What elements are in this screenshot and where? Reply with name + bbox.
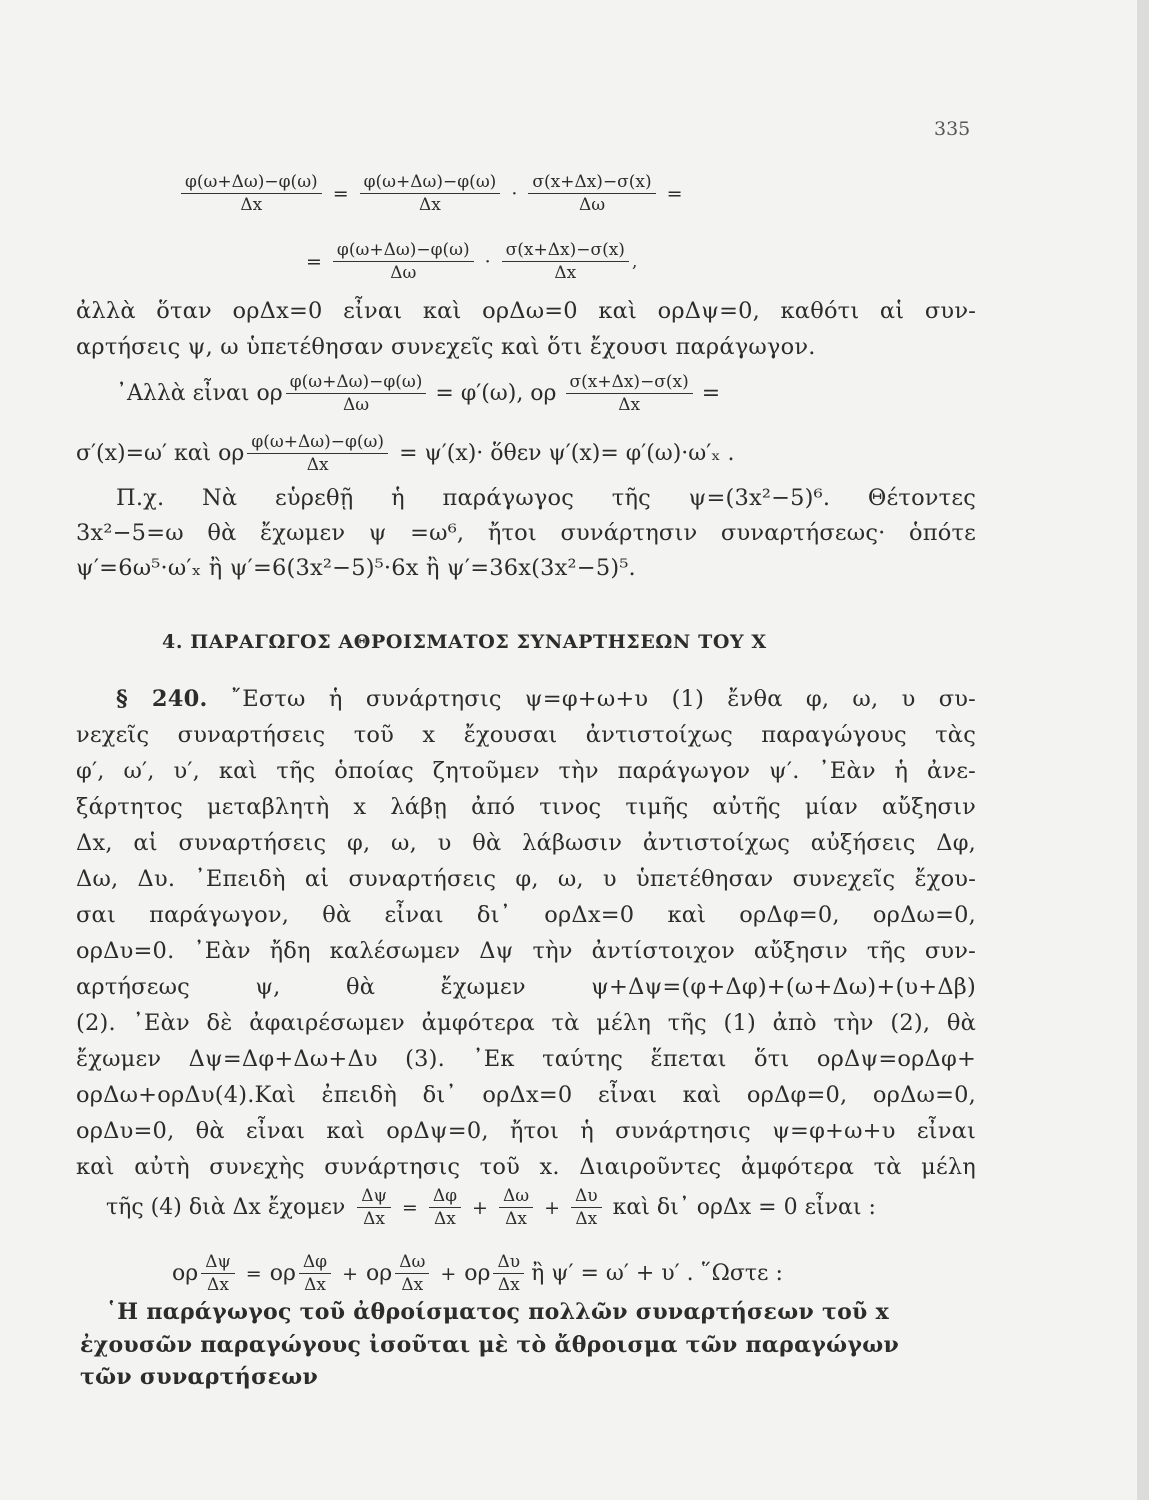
equation-6: ορ $\frac{\Delta\psi}{\Delta x}$ = ορ $\frac{\Delta\varphi}{\Delta x}$ + ορ $\frac{\Delta\omega}{\Delta x}$ + ορ $\frac{\Delta\upsilon}{\Delta x}$ ἢ ψ′ = ω′ + υ′ . ῞Ωστε : xyxy=(172,1252,783,1295)
text-line: αρτήσεως ψ, θὰ ἔχωμεν ψ+Δψ=(φ+Δφ)+(ω+Δω)+(υ+Δβ) xyxy=(76,974,976,1000)
fraction: $\frac{\varphi(\omega+\Delta\omega)-\varphi(\omega)}{\Delta\omega}$ xyxy=(286,372,427,415)
text-line: Π.χ. Νὰ εὑρεθῇ ἡ παράγωγος τῆς ψ=(3x²−5)⁶. Θέτοντες xyxy=(116,485,976,511)
fraction: $\frac{\Delta\omega}{\Delta x}$ xyxy=(499,1186,533,1229)
fraction: $\frac{\Delta\upsilon}{\Delta x}$ xyxy=(493,1252,524,1295)
fraction: $\frac{\sigma(x+\Delta x)-\sigma(x)}{\Delta x}$ xyxy=(566,372,693,415)
theorem-line: τῶν συναρτήσεων xyxy=(80,1364,319,1390)
equation-1: $\frac{\varphi(\omega+\Delta\omega)-\varphi(\omega)}{\Delta x}$ = $\frac{\varphi(\omega+\Delta\omega)-\varphi(\omega)}{\Delta x}$ · $\frac{\sigma(x+\Delta x)-\sigma(x)}{\Delta\omega}$ = xyxy=(178,172,691,215)
text-line: ορΔω+ορΔυ(4).Καὶ ἐπειδὴ δι᾿ ορΔx=0 εἶναι καὶ ορΔφ=0, ορΔω=0, xyxy=(76,1082,976,1108)
section-number: § 240. xyxy=(116,686,208,712)
text-line: ξάρτητος μεταβλητὴ x λάβῃ ἀπό τινος τιμῆς αὐτῆς μίαν αὔξησιν xyxy=(76,794,976,820)
text-line: ἔχωμεν Δψ=Δφ+Δω+Δυ (3). ᾿Εκ ταύτης ἕπεται ὅτι ορΔψ=ορΔφ+ xyxy=(76,1046,976,1072)
section-heading: 4. ΠΑΡΑΓΩΓΟΣ ΑΘΡΟΙΣΜΑΤΟΣ ΣΥΝΑΡΤΗΣΕΩΝ ΤΟΥ Χ xyxy=(162,631,767,653)
theorem-line: ἐχουσῶν παραγώγους ἰσοῦται μὲ τὸ ἄθροισμα τῶν παραγώγων xyxy=(80,1332,900,1358)
equation-2: = $\frac{\varphi(\omega+\Delta\omega)-\varphi(\omega)}{\Delta\omega}$ · $\frac{\sigma(x+\Delta x)-\sigma(x)}{\Delta x}$ , xyxy=(306,240,638,283)
text-line: καὶ αὐτὴ συνεχὴς συνάρτησις τοῦ x. Διαιροῦντες ἀμφότερα τὰ μέλη xyxy=(76,1154,976,1180)
fraction: $\frac{\Delta\psi}{\Delta x}$ xyxy=(201,1252,235,1295)
text-line: (2). ᾿Εὰν δὲ ἀφαιρέσωμεν ἀμφότερα τὰ μέλη τῆς (1) ἀπὸ τὴν (2), θὰ xyxy=(76,1010,976,1036)
equation-4: σ′(x)=ω′ καὶ ορ $\frac{\varphi(\omega+\Delta\omega)-\varphi(\omega)}{\Delta x}$ = ψ′(x)· ὅθεν ψ′(x)= φ′(ω)·ω′ₓ . xyxy=(76,432,735,475)
page-edge xyxy=(1137,0,1149,1500)
text-line: σαι παράγωγον, θὰ εἶναι δι᾿ ορΔx=0 καὶ ορΔφ=0, ορΔω=0, xyxy=(76,902,976,928)
theorem-line: ῾Η παράγωγος τοῦ ἀθροίσματος πολλῶν συναρτήσεων τοῦ x xyxy=(106,1299,889,1325)
fraction: $\frac{\varphi(\omega+\Delta\omega)-\varphi(\omega)}{\Delta x}$ xyxy=(360,172,501,215)
fraction: $\frac{\sigma(x+\Delta x)-\sigma(x)}{\Delta x}$ xyxy=(502,240,629,283)
text-line: Δω, Δυ. ᾿Επειδὴ αἱ συναρτήσεις φ, ω, υ ὑπετέθησαν συνεχεῖς ἔχου- xyxy=(76,866,976,892)
fraction: $\frac{\varphi(\omega+\Delta\omega)-\varphi(\omega)}{\Delta x}$ xyxy=(181,172,322,215)
fraction: $\frac{\Delta\varphi}{\Delta x}$ xyxy=(299,1252,331,1295)
fraction: $\frac{\varphi(\omega+\Delta\omega)-\varphi(\omega)}{\Delta\omega}$ xyxy=(333,240,474,283)
text-line: αρτήσεις ψ, ω ὑπετέθησαν συνεχεῖς καὶ ὅτι ἔχουσι παράγωγον. xyxy=(76,334,816,360)
fraction: $\frac{\Delta\omega}{\Delta x}$ xyxy=(395,1252,429,1295)
text-line: ἀλλὰ ὅταν ορΔx=0 εἶναι καὶ ορΔω=0 καὶ ορΔψ=0, καθότι αἱ συν- xyxy=(76,298,976,324)
equation-3: ᾿Αλλὰ εἶναι ορ $\frac{\varphi(\omega+\Delta\omega)-\varphi(\omega)}{\Delta\omega}$ = φ′(ω), ορ $\frac{\sigma(x+\Delta x)-\sigma(x)}{\Delta x}$ = xyxy=(116,372,721,415)
text-line: 3x²−5=ω θὰ ἔχωμεν ψ =ω⁶, ἤτοι συνάρτησιν συναρτήσεως· ὁπότε xyxy=(76,520,976,546)
equation-5: τῆς (4) διὰ Δx ἔχομεν $\frac{\Delta\psi}{\Delta x}$ = $\frac{\Delta\varphi}{\Delta x}$ + $\frac{\Delta\omega}{\Delta x}$ + $\frac{\Delta\upsilon}{\Delta x}$ καὶ δι᾿ ορΔx = 0 εἶναι : xyxy=(106,1186,876,1229)
fraction: $\frac{\sigma(x+\Delta x)-\sigma(x)}{\Delta\omega}$ xyxy=(528,172,655,215)
fraction: $\frac{\Delta\psi}{\Delta x}$ xyxy=(357,1186,391,1229)
section-first-line: § 240. ῎Εστω ἡ συνάρτησις ψ=φ+ω+υ (1) ἔνθα φ, ω, υ συ- xyxy=(116,686,976,712)
fraction: $\frac{\Delta\varphi}{\Delta x}$ xyxy=(429,1186,461,1229)
text-line: φ′, ω′, υ′, καὶ τῆς ὁποίας ζητοῦμεν τὴν παράγωγον ψ′. ᾿Εὰν ἡ ἀνε- xyxy=(76,758,976,784)
text-line: Δx, αἱ συναρτήσεις φ, ω, υ θὰ λάβωσιν ἀντιστοίχως αὐξήσεις Δφ, xyxy=(76,830,976,856)
text-line: νεχεῖς συναρτήσεις τοῦ x ἔχουσαι ἀντιστοίχως παραγώγους τὰς xyxy=(76,722,976,748)
text-line: ψ′=6ω⁵·ω′ₓ ἢ ψ′=6(3x²−5)⁵·6x ἢ ψ′=36x(3x²−5)⁵. xyxy=(76,555,636,581)
page-number: 335 xyxy=(934,118,971,140)
text-line: ορΔυ=0, θὰ εἶναι καὶ ορΔψ=0, ἤτοι ἡ συνάρτησις ψ=φ+ω+υ εἶναι xyxy=(76,1118,976,1144)
fraction: $\frac{\varphi(\omega+\Delta\omega)-\varphi(\omega)}{\Delta x}$ xyxy=(247,432,388,475)
text-line: ορΔυ=0. ᾿Εὰν ἤδη καλέσωμεν Δψ τὴν ἀντίστοιχον αὔξησιν τῆς συν- xyxy=(76,938,976,964)
fraction: $\frac{\Delta\upsilon}{\Delta x}$ xyxy=(571,1186,602,1229)
